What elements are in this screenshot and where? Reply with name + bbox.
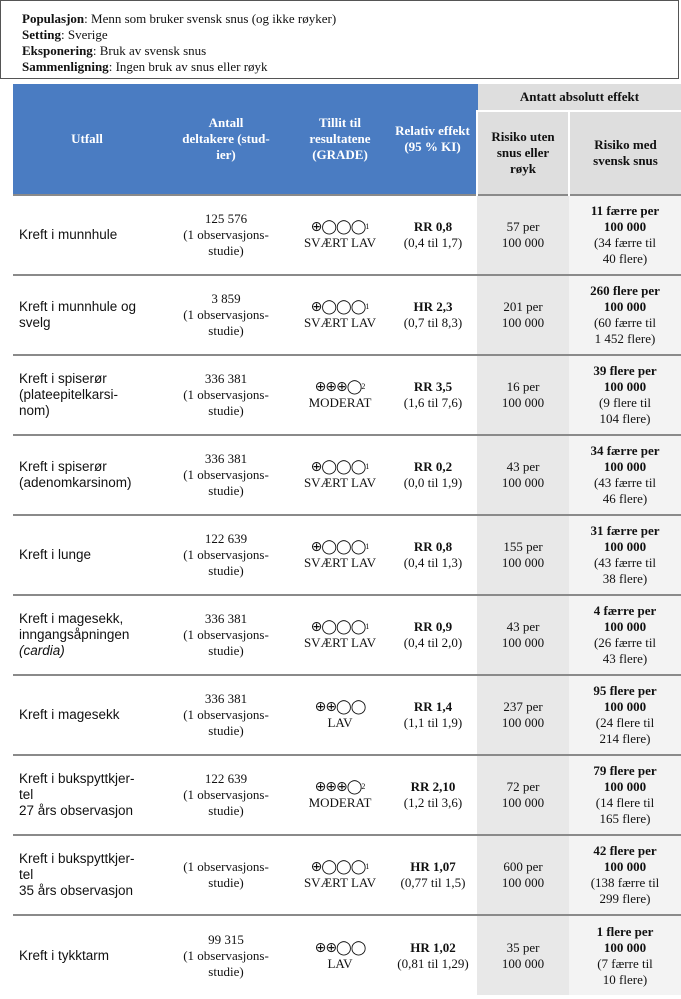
risk-without-cell: 57 per 100 000 xyxy=(477,195,569,275)
table-row xyxy=(13,355,681,435)
table-row xyxy=(13,275,681,355)
risk-with-cell: 1 flere per 100 000 (7 færre til 10 flere) xyxy=(569,915,681,995)
relative-effect-cell: RR 0,9 (0,4 til 2,0) xyxy=(389,595,477,675)
risk-with-cell: 79 flere per 100 000 (14 flere til 165 flere) xyxy=(569,755,681,835)
certainty-cell: ⊕⊕◯◯ LAV xyxy=(291,915,389,995)
certainty-cell: ⊕◯◯◯$^1$ SVÆRT LAV xyxy=(291,515,389,595)
participants-cell: 336 381 (1 observasjons- studie) xyxy=(161,355,291,435)
risk-without-cell: 72 per 100 000 xyxy=(477,755,569,835)
outcome-cell: Kreft i bukspyttkjer- tel 27 års observasjon xyxy=(13,755,161,835)
outcome-cell: Kreft i munnhule og svelg xyxy=(13,275,161,355)
participants-cell: 336 381 (1 observasjons- studie) xyxy=(161,435,291,515)
participants-cell: 3 859 (1 observasjons- studie) xyxy=(161,275,291,355)
header-outcome: Utfall xyxy=(13,84,161,195)
table-row xyxy=(13,435,681,515)
risk-with-cell: 31 færre per 100 000 (43 færre til 38 flere) xyxy=(569,515,681,595)
risk-with-cell: 11 færre per 100 000 (34 færre til 40 flere) xyxy=(569,195,681,275)
participants-cell: 336 381 (1 observasjons- studie) xyxy=(161,675,291,755)
relative-effect-cell: RR 0,2 (0,0 til 1,9) xyxy=(389,435,477,515)
certainty-cell: ⊕⊕⊕◯$^2$ MODERAT xyxy=(291,755,389,835)
certainty-cell: ⊕⊕⊕◯$^2$ MODERAT xyxy=(291,355,389,435)
relative-effect-cell: RR 1,4 (1,1 til 1,9) xyxy=(389,675,477,755)
risk-with-cell: 39 flere per 100 000 (9 flere til 104 flere) xyxy=(569,355,681,435)
relative-effect-cell: RR 3,5 (1,6 til 7,6) xyxy=(389,355,477,435)
relative-effect-cell: HR 1,07 (0,77 til 1,5) xyxy=(389,835,477,915)
meta-setting: Setting: Sverige xyxy=(22,27,108,42)
evidence-table xyxy=(13,84,681,995)
meta-population: Populasjon: Menn som bruker svensk snus (og ikke røyker) xyxy=(22,11,337,26)
certainty-cell: ⊕◯◯◯$^1$ SVÆRT LAV xyxy=(291,275,389,355)
outcome-cell: Kreft i spiserør (plateepitelkarsi- nom) xyxy=(13,355,161,435)
participants-cell: (1 observasjons- studie) xyxy=(161,835,291,915)
risk-without-cell: 35 per 100 000 xyxy=(477,915,569,995)
meta-exposure: Eksponering: Bruk av svensk snus xyxy=(22,43,207,58)
table-row xyxy=(13,675,681,755)
participants-cell: 336 381 (1 observasjons- studie) xyxy=(161,595,291,675)
outcome-cell: Kreft i munnhule xyxy=(13,195,161,275)
participants-cell: 125 576 (1 observasjons- studie) xyxy=(161,195,291,275)
meta-comparison: Sammenligning: Ingen bruk av snus eller røyk xyxy=(22,59,268,74)
header-absolute-effect: Antatt absolutt effekt xyxy=(477,84,681,111)
risk-with-cell: 34 færre per 100 000 (43 færre til 46 flere) xyxy=(569,435,681,515)
risk-without-cell: 16 per 100 000 xyxy=(477,355,569,435)
certainty-cell: ⊕◯◯◯$^1$ SVÆRT LAV xyxy=(291,595,389,675)
header-participants: Antall deltakere (stud- ier) xyxy=(161,84,291,195)
header-relative-effect: Relativ effekt (95 % KI) xyxy=(389,84,477,195)
risk-without-cell: 600 per 100 000 xyxy=(477,835,569,915)
participants-cell: 122 639 (1 observasjons- studie) xyxy=(161,515,291,595)
header-certainty: Tillit til resultatene (GRADE) xyxy=(291,84,389,195)
header-risk-with: Risiko med svensk snus xyxy=(569,111,681,195)
risk-without-cell: 201 per 100 000 xyxy=(477,275,569,355)
table-row xyxy=(13,755,681,835)
outcome-cell: Kreft i magesekk xyxy=(13,675,161,755)
table-row xyxy=(13,915,681,995)
relative-effect-cell: HR 1,02 (0,81 til 1,29) xyxy=(389,915,477,995)
grade-circles-icon: ⊕⊕⊕◯ xyxy=(314,379,362,395)
relative-effect-cell: RR 0,8 (0,4 til 1,7) xyxy=(389,195,477,275)
risk-without-cell: 43 per 100 000 xyxy=(477,595,569,675)
outcome-cell: Kreft i bukspyttkjer- tel 35 års observasjon xyxy=(13,835,161,915)
header-risk-without: Risiko uten snus eller røyk xyxy=(477,111,569,195)
participants-cell: 122 639 (1 observasjons- studie) xyxy=(161,755,291,835)
certainty-cell: ⊕◯◯◯$^1$ SVÆRT LAV xyxy=(291,435,389,515)
table-row xyxy=(13,195,681,275)
grade-circles-icon: ⊕⊕⊕◯ xyxy=(314,779,362,795)
grade-circles-icon: ⊕◯◯◯ xyxy=(310,299,366,315)
risk-without-cell: 43 per 100 000 xyxy=(477,435,569,515)
relative-effect-cell: RR 2,10 (1,2 til 3,6) xyxy=(389,755,477,835)
outcome-cell: Kreft i lunge xyxy=(13,515,161,595)
risk-without-cell: 237 per 100 000 xyxy=(477,675,569,755)
relative-effect-cell: RR 0,8 (0,4 til 1,3) xyxy=(389,515,477,595)
risk-with-cell: 42 flere per 100 000 (138 færre til 299 flere) xyxy=(569,835,681,915)
grade-circles-icon: ⊕◯◯◯ xyxy=(310,219,366,235)
certainty-cell: ⊕⊕◯◯ LAV xyxy=(291,675,389,755)
grade-circles-icon: ⊕◯◯◯ xyxy=(310,619,366,635)
risk-without-cell: 155 per 100 000 xyxy=(477,515,569,595)
participants-cell: 99 315 (1 observasjons- studie) xyxy=(161,915,291,995)
grade-circles-icon: ⊕◯◯◯ xyxy=(310,459,366,475)
pico-summary xyxy=(0,0,679,79)
table-row xyxy=(13,835,681,915)
risk-with-cell: 4 færre per 100 000 (26 færre til 43 flere) xyxy=(569,595,681,675)
risk-with-cell: 260 flere per 100 000 (60 færre til 1 452 flere) xyxy=(569,275,681,355)
table-row xyxy=(13,595,681,675)
relative-effect-cell: HR 2,3 (0,7 til 8,3) xyxy=(389,275,477,355)
grade-circles-icon: ⊕⊕◯◯ xyxy=(314,939,366,956)
grade-circles-icon: ⊕◯◯◯ xyxy=(310,539,366,555)
table-row xyxy=(13,515,681,595)
grade-circles-icon: ⊕◯◯◯ xyxy=(310,859,366,875)
outcome-cell: Kreft i magesekk, inngangsåpningen (cardia) xyxy=(13,595,161,675)
risk-with-cell: 95 flere per 100 000 (24 flere til 214 flere) xyxy=(569,675,681,755)
outcome-cell: Kreft i spiserør (adenomkarsinom) xyxy=(13,435,161,515)
certainty-cell: ⊕◯◯◯$^1$ SVÆRT LAV xyxy=(291,195,389,275)
certainty-cell: ⊕◯◯◯$^1$ SVÆRT LAV xyxy=(291,835,389,915)
outcome-cell: Kreft i tykktarm xyxy=(13,915,161,995)
grade-circles-icon: ⊕⊕◯◯ xyxy=(314,699,366,715)
